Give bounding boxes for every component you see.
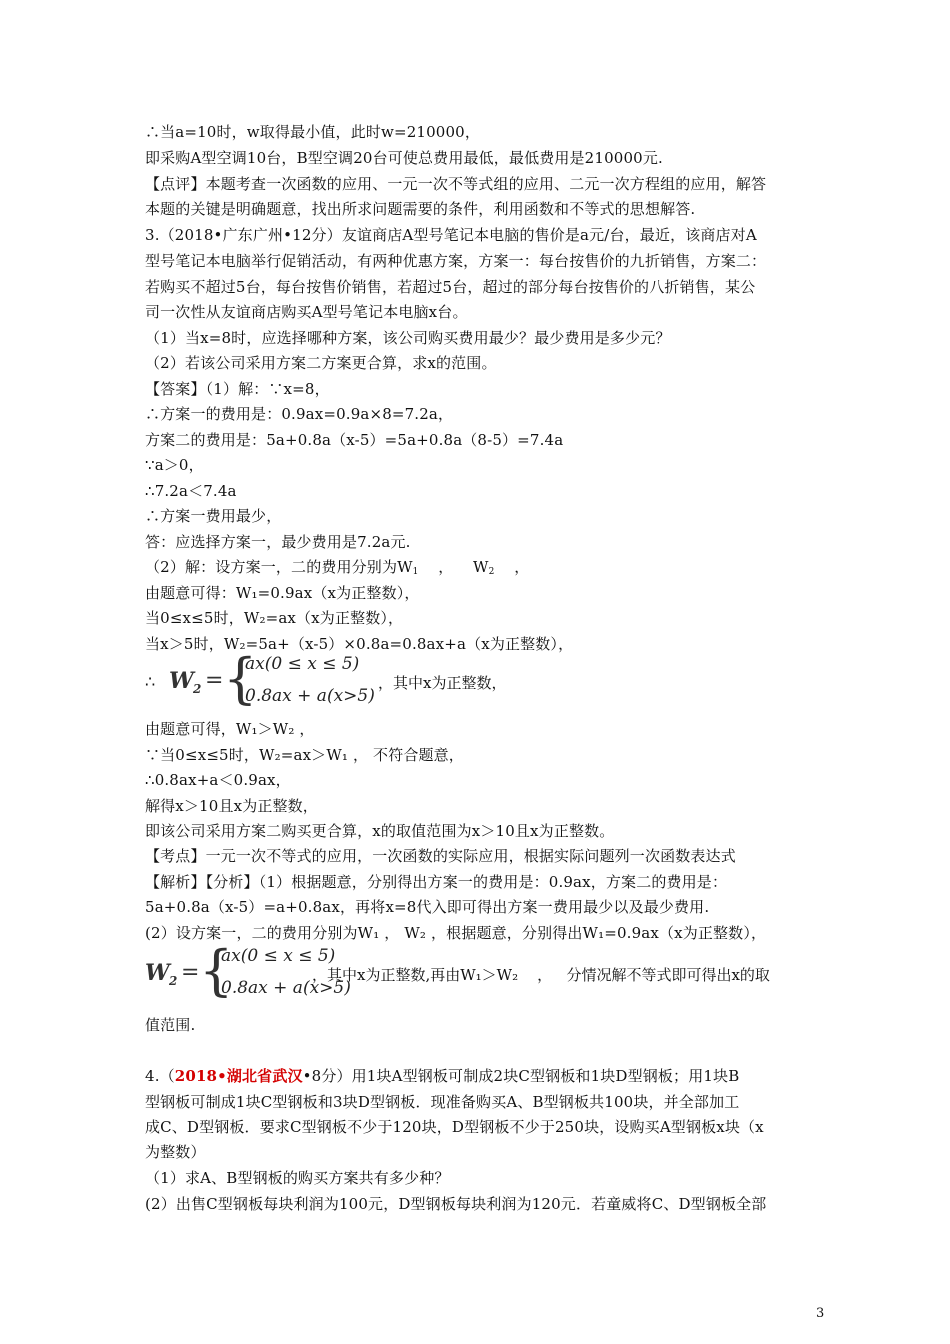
text-line: ∴方案一费用最少，	[145, 507, 282, 525]
text-line: 【解析】【分析】（1）根据题意，分别得出方案一的费用是：0.9ax，方案二的费用是：	[145, 873, 728, 891]
text-line: (2）出售C型钢板每块利润为100元，D型钢板每块利润为120元．若童威将C、D型钢板全部	[145, 1195, 767, 1213]
brace-icon: {	[199, 939, 234, 1002]
text-line: 【答案】（1）解：∵x=8，	[145, 380, 330, 398]
text-line: 本题的关键是明确题意，找出所求问题需要的条件，利用函数和不等式的思想解答.	[145, 200, 696, 218]
text-line: ∴0.8ax+a＜0.9ax，	[145, 771, 291, 789]
text-line: ∴方案一的费用是：0.9ax=0.9a×8=7.2a，	[145, 405, 454, 423]
brace-icon: {	[223, 647, 258, 710]
text-line: 当0≤x≤5时，W₂=ax（x为正整数），	[145, 609, 404, 627]
text-line: (2）设方案一，二的费用分别为W₁ ， W₂ ，根据题意，分别得出W₁=0.9ax（x为正整数），	[145, 924, 767, 942]
piecewise-formula-2: W 2 = { ax(0 ≤ x ≤ 5) 0.8ax + a(x>5) ，其中x为正整数,再由W₁＞W₂ ， 分情况解不等式即可得出x的取	[145, 939, 770, 1002]
text-line: （1）求A、B型钢板的购买方案共有多少种？	[145, 1169, 450, 1187]
text-line: 答：应选择方案一，最少费用是7.2a元.	[145, 533, 411, 551]
text-line: （1）当x=8时，应选择哪种方案，该公司购买费用最少？最少费用是多少元？	[145, 329, 671, 347]
text-line: （2）若该公司采用方案二方案更合算，求x的范围。	[145, 354, 497, 372]
text-line: 即采购A型空调10台，B型空调20台可使总费用最低，最低费用是210000元.	[145, 149, 663, 167]
text-line: 型钢板可制成1块C型钢板和3块D型钢板．现准备购买A、B型钢板共100块，并全部加工	[145, 1093, 740, 1111]
text-line: 方案二的费用是：5a+0.8a（x-5）=5a+0.8a（8-5）=7.4a	[145, 431, 564, 449]
text-line: 为整数）	[145, 1143, 206, 1161]
text-line: 解得x＞10且x为正整数，	[145, 797, 318, 815]
text-line: 由题意可得：W₁=0.9ax（x为正整数），	[145, 584, 420, 602]
text-line: ∴7.2a＜7.4a	[145, 482, 237, 500]
text-line: 若购买不超过5台，每台按售价销售，若超过5台，超过的部分每台按售价的八折销售，某公	[145, 278, 756, 296]
text-line: 型号笔记本电脑举行促销活动，有两种优惠方案，方案一：每台按售价的九折销售，方案二：	[145, 252, 767, 270]
question-4-heading: 4.（2018•湖北省武汉•8分）用1块A型钢板可制成2块C型钢板和1块D型钢板；用1块B	[145, 1067, 740, 1085]
text-line: 【考点】一元一次不等式的应用，一次函数的实际应用，根据实际问题列一次函数表达式	[145, 847, 736, 865]
text-line: 由题意可得，W₁＞W₂ ，	[145, 720, 315, 738]
page-number: 3	[816, 1306, 825, 1321]
text-line: ∵当0≤x≤5时，W₂=ax＞W₁ ， 不符合题意，	[145, 746, 464, 764]
text-line: 5a+0.8a（x-5）=a+0.8ax，再将x=8代入即可得出方案一费用最少以及最少费用.	[145, 898, 710, 916]
text-line: 即该公司采用方案二购买更合算，x的取值范围为x＞10且x为正整数。	[145, 822, 615, 840]
piecewise-formula-1: ∴ W 2 = { ax(0 ≤ x ≤ 5) 0.8ax + a(x>5) ，其中x为正整数，	[145, 647, 507, 710]
text-line: 当x＞5时，W₂=5a+（x-5）×0.8a=0.8ax+a（x为正整数），	[145, 635, 574, 653]
text-line: ∴当a=10时，w取得最小值，此时w=210000，	[145, 123, 481, 141]
text-line: 成C、D型钢板．要求C型钢板不少于120块，D型钢板不少于250块，设购买A型钢板x块（x	[145, 1118, 764, 1136]
text-line: 值范围.	[145, 1016, 196, 1034]
text-line: 司一次性从友谊商店购买A型号笔记本电脑x台。	[145, 303, 468, 321]
text-line-part2-intro: （2）解：设方案一，二的费用分别为$W_1$ ， $W_2$ ，	[145, 558, 530, 577]
text-line: 【点评】本题考查一次函数的应用、一元一次不等式组的应用、二元一次方程组的应用，解答	[145, 175, 767, 193]
text-line: ∵a＞0，	[145, 456, 204, 474]
text-line: 3.（2018•广东广州•12分）友谊商店A型号笔记本电脑的售价是a元/台，最近，该商店对A	[145, 226, 757, 244]
